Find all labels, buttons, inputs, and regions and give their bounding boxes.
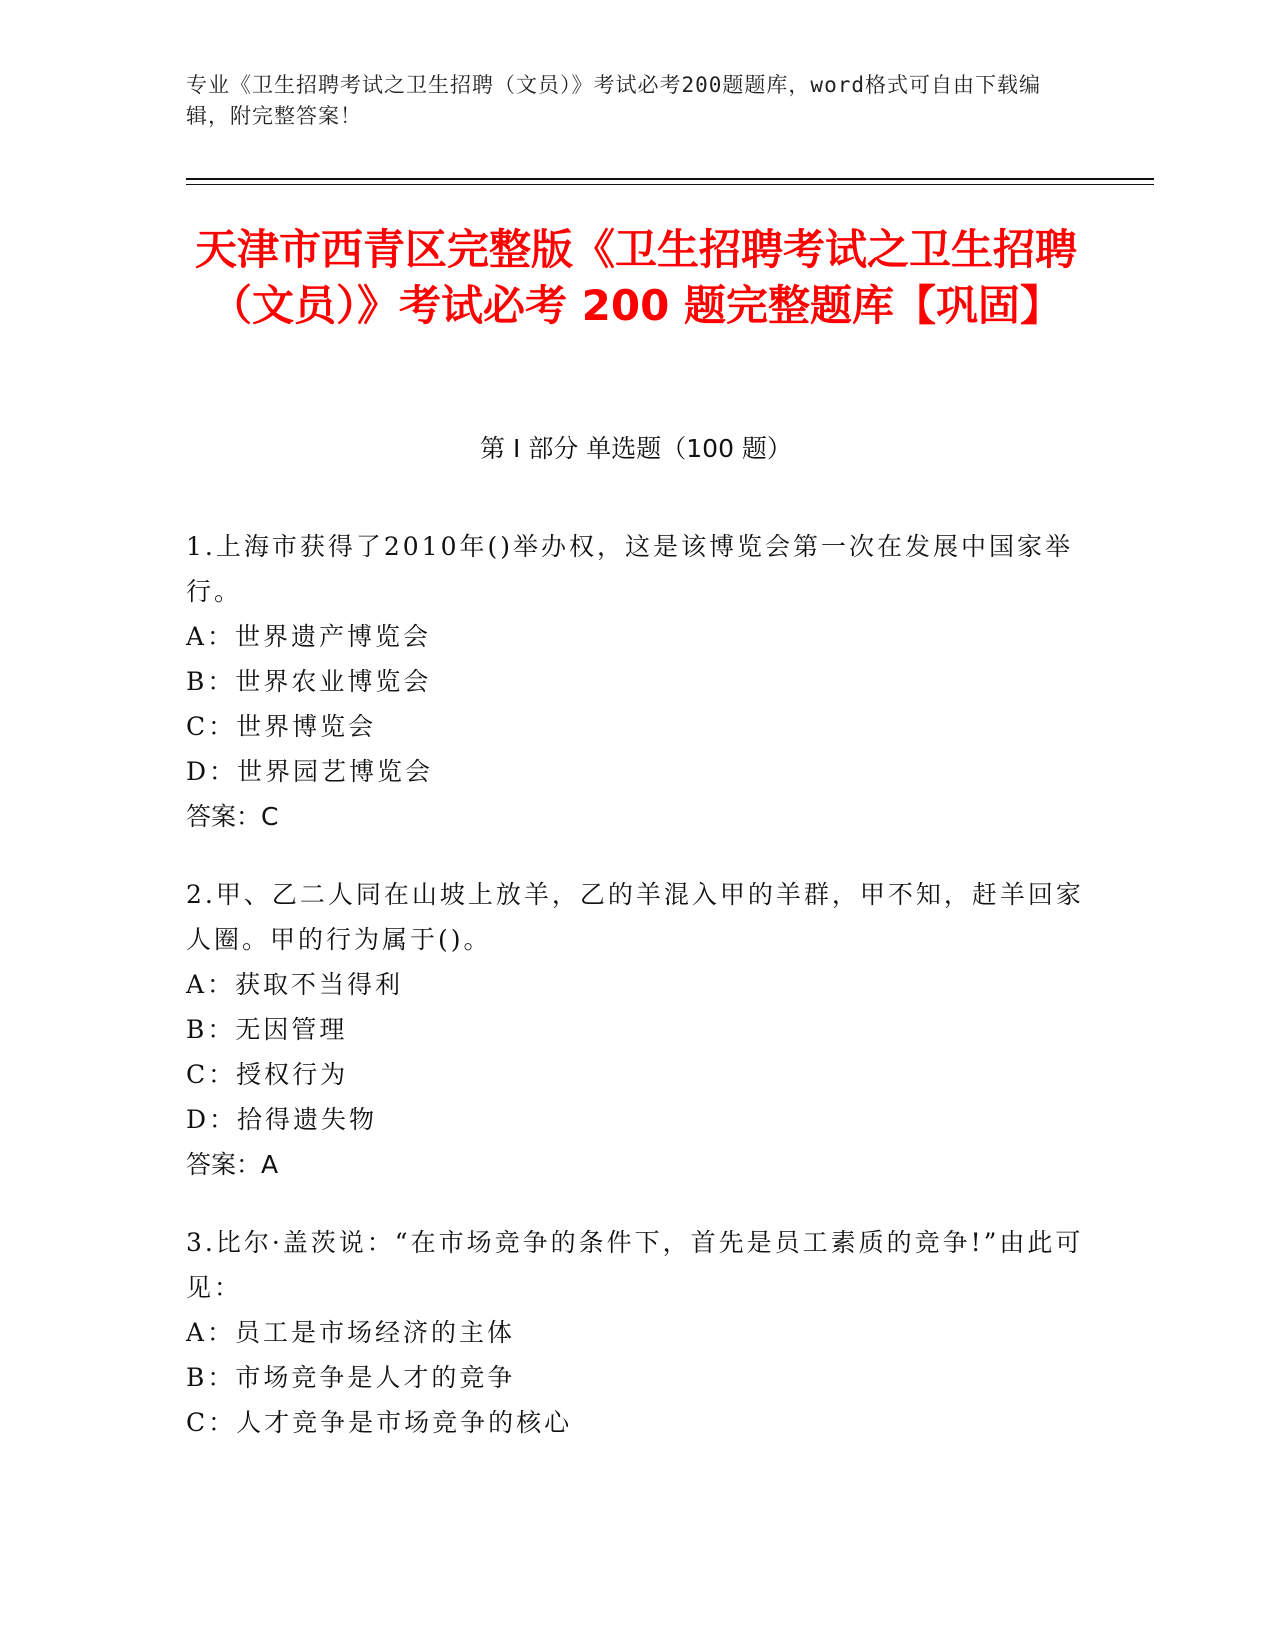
section-heading: 第 I 部分 单选题（100 题）: [480, 434, 792, 463]
option-c: C：授权行为: [186, 1060, 349, 1089]
option-a: A：获取不当得利: [186, 970, 404, 999]
question-stem: 1.上海市获得了2010年()举办权，这是该博览会第一次在发展中国家举行。: [186, 532, 1073, 606]
option-a: A：世界遗产博览会: [186, 622, 432, 651]
header-note: 专业《卫生招聘考试之卫生招聘（文员）》考试必考200题题库，word格式可自由下载编辑，附完整答案！: [186, 73, 1041, 128]
question-stem: 3.比尔·盖茨说：“在市场竞争的条件下，首先是员工素质的竞争!”由此可见：: [186, 1228, 1084, 1302]
header-divider-thin: [186, 184, 1154, 185]
question-3: [186, 1220, 1086, 1445]
option-b: B：无因管理: [186, 1015, 348, 1044]
document-title: 天津市西青区完整版《卫生招聘考试之卫生招聘（文员）》考试必考 200 题完整题库【巩固】: [194, 225, 1077, 330]
option-b: B：市场竞争是人才的竞争: [186, 1363, 516, 1392]
header-divider: [186, 178, 1154, 180]
question-1: [186, 524, 1086, 839]
question-2: [186, 872, 1086, 1187]
answer: 答案：A: [186, 1150, 279, 1179]
option-b: B：世界农业博览会: [186, 667, 432, 696]
option-a: A：员工是市场经济的主体: [186, 1318, 516, 1347]
option-d: D：拾得遗失物: [186, 1105, 378, 1134]
option-c: C：人才竞争是市场竞争的核心: [186, 1408, 573, 1437]
question-stem: 2.甲、乙二人同在山坡上放羊，乙的羊混入甲的羊群，甲不知，赶羊回家人圈。甲的行为属于()。: [186, 880, 1084, 954]
answer: 答案：C: [186, 802, 279, 831]
option-d: D：世界园艺博览会: [186, 757, 434, 786]
option-c: C：世界博览会: [186, 712, 377, 741]
question-list: [186, 524, 1086, 1478]
